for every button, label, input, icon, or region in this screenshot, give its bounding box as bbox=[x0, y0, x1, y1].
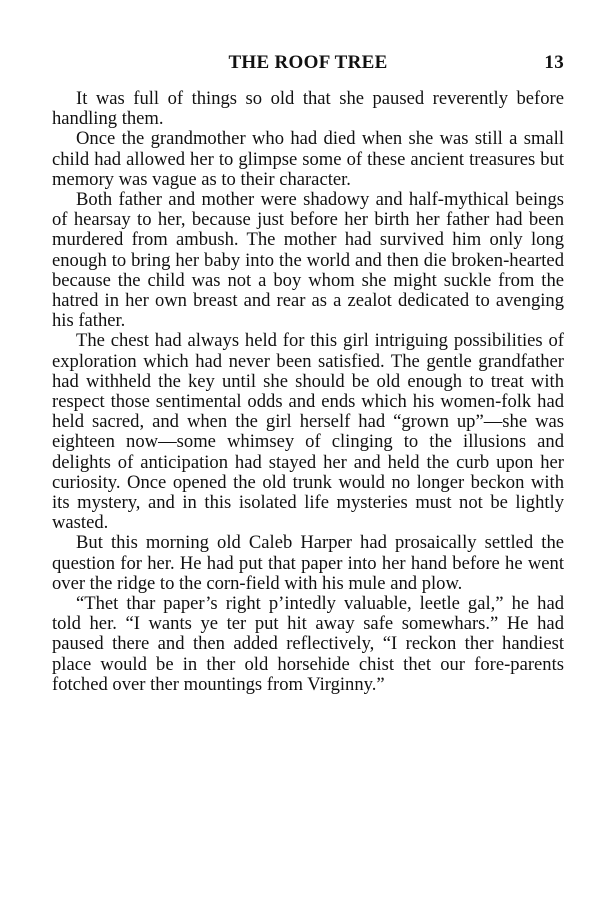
paragraph: Both father and mother were shadowy and half-mythical beings of hearsay to her, because just before her birth her father had been murdered from ambush. The mother had survived him only long enough to bring her baby into the world and then die broken-hearted because the child was not a boy whom she might suckle from the hatred in her own breast and rear as a zealot dedicated to avenging his father. bbox=[52, 189, 564, 332]
body-text bbox=[52, 89, 564, 695]
paragraph: “Thet thar paper’s right p’intedly valuable, leetle gal,” he had told her. “I wants ye ter put hit away safe somewhars.” He had paused there and then added reflectively, “I reckon ther handiest place would be in ther old horsehide chist thet our fore-parents fotched over ther mountings from Virginny.” bbox=[52, 593, 564, 695]
paragraph: But this morning old Caleb Harper had prosaically settled the question for her. He had put that paper into her hand before he went over the ridge to the corn-field with his mule and plow. bbox=[52, 532, 564, 594]
paragraph: The chest had always held for this girl intriguing possibilities of exploration which had never been satisfied. The gentle grandfather had withheld the key until she should be old enough to treat with respect those sentimental odds and ends which his women-folk had held sacred, and when the girl herself had “grown up”—she was eighteen now—some whimsey of clinging to the illusions and delights of anticipation had stayed her and held the curb upon her curiosity. Once opened the old trunk would no longer beckon with its mystery, and in this isolated life mysteries must not be lightly wasted. bbox=[52, 330, 564, 534]
paragraph: It was full of things so old that she paused reverently before handling them. bbox=[52, 88, 564, 130]
running-head bbox=[52, 52, 564, 78]
paragraph: Once the grandmother who had died when she was still a small child had allowed her to glimpse some of these ancient treasures but memory was vague as to their character. bbox=[52, 128, 564, 190]
chapter-title: THE ROOF TREE bbox=[228, 52, 388, 73]
page-number: 13 bbox=[544, 52, 564, 73]
